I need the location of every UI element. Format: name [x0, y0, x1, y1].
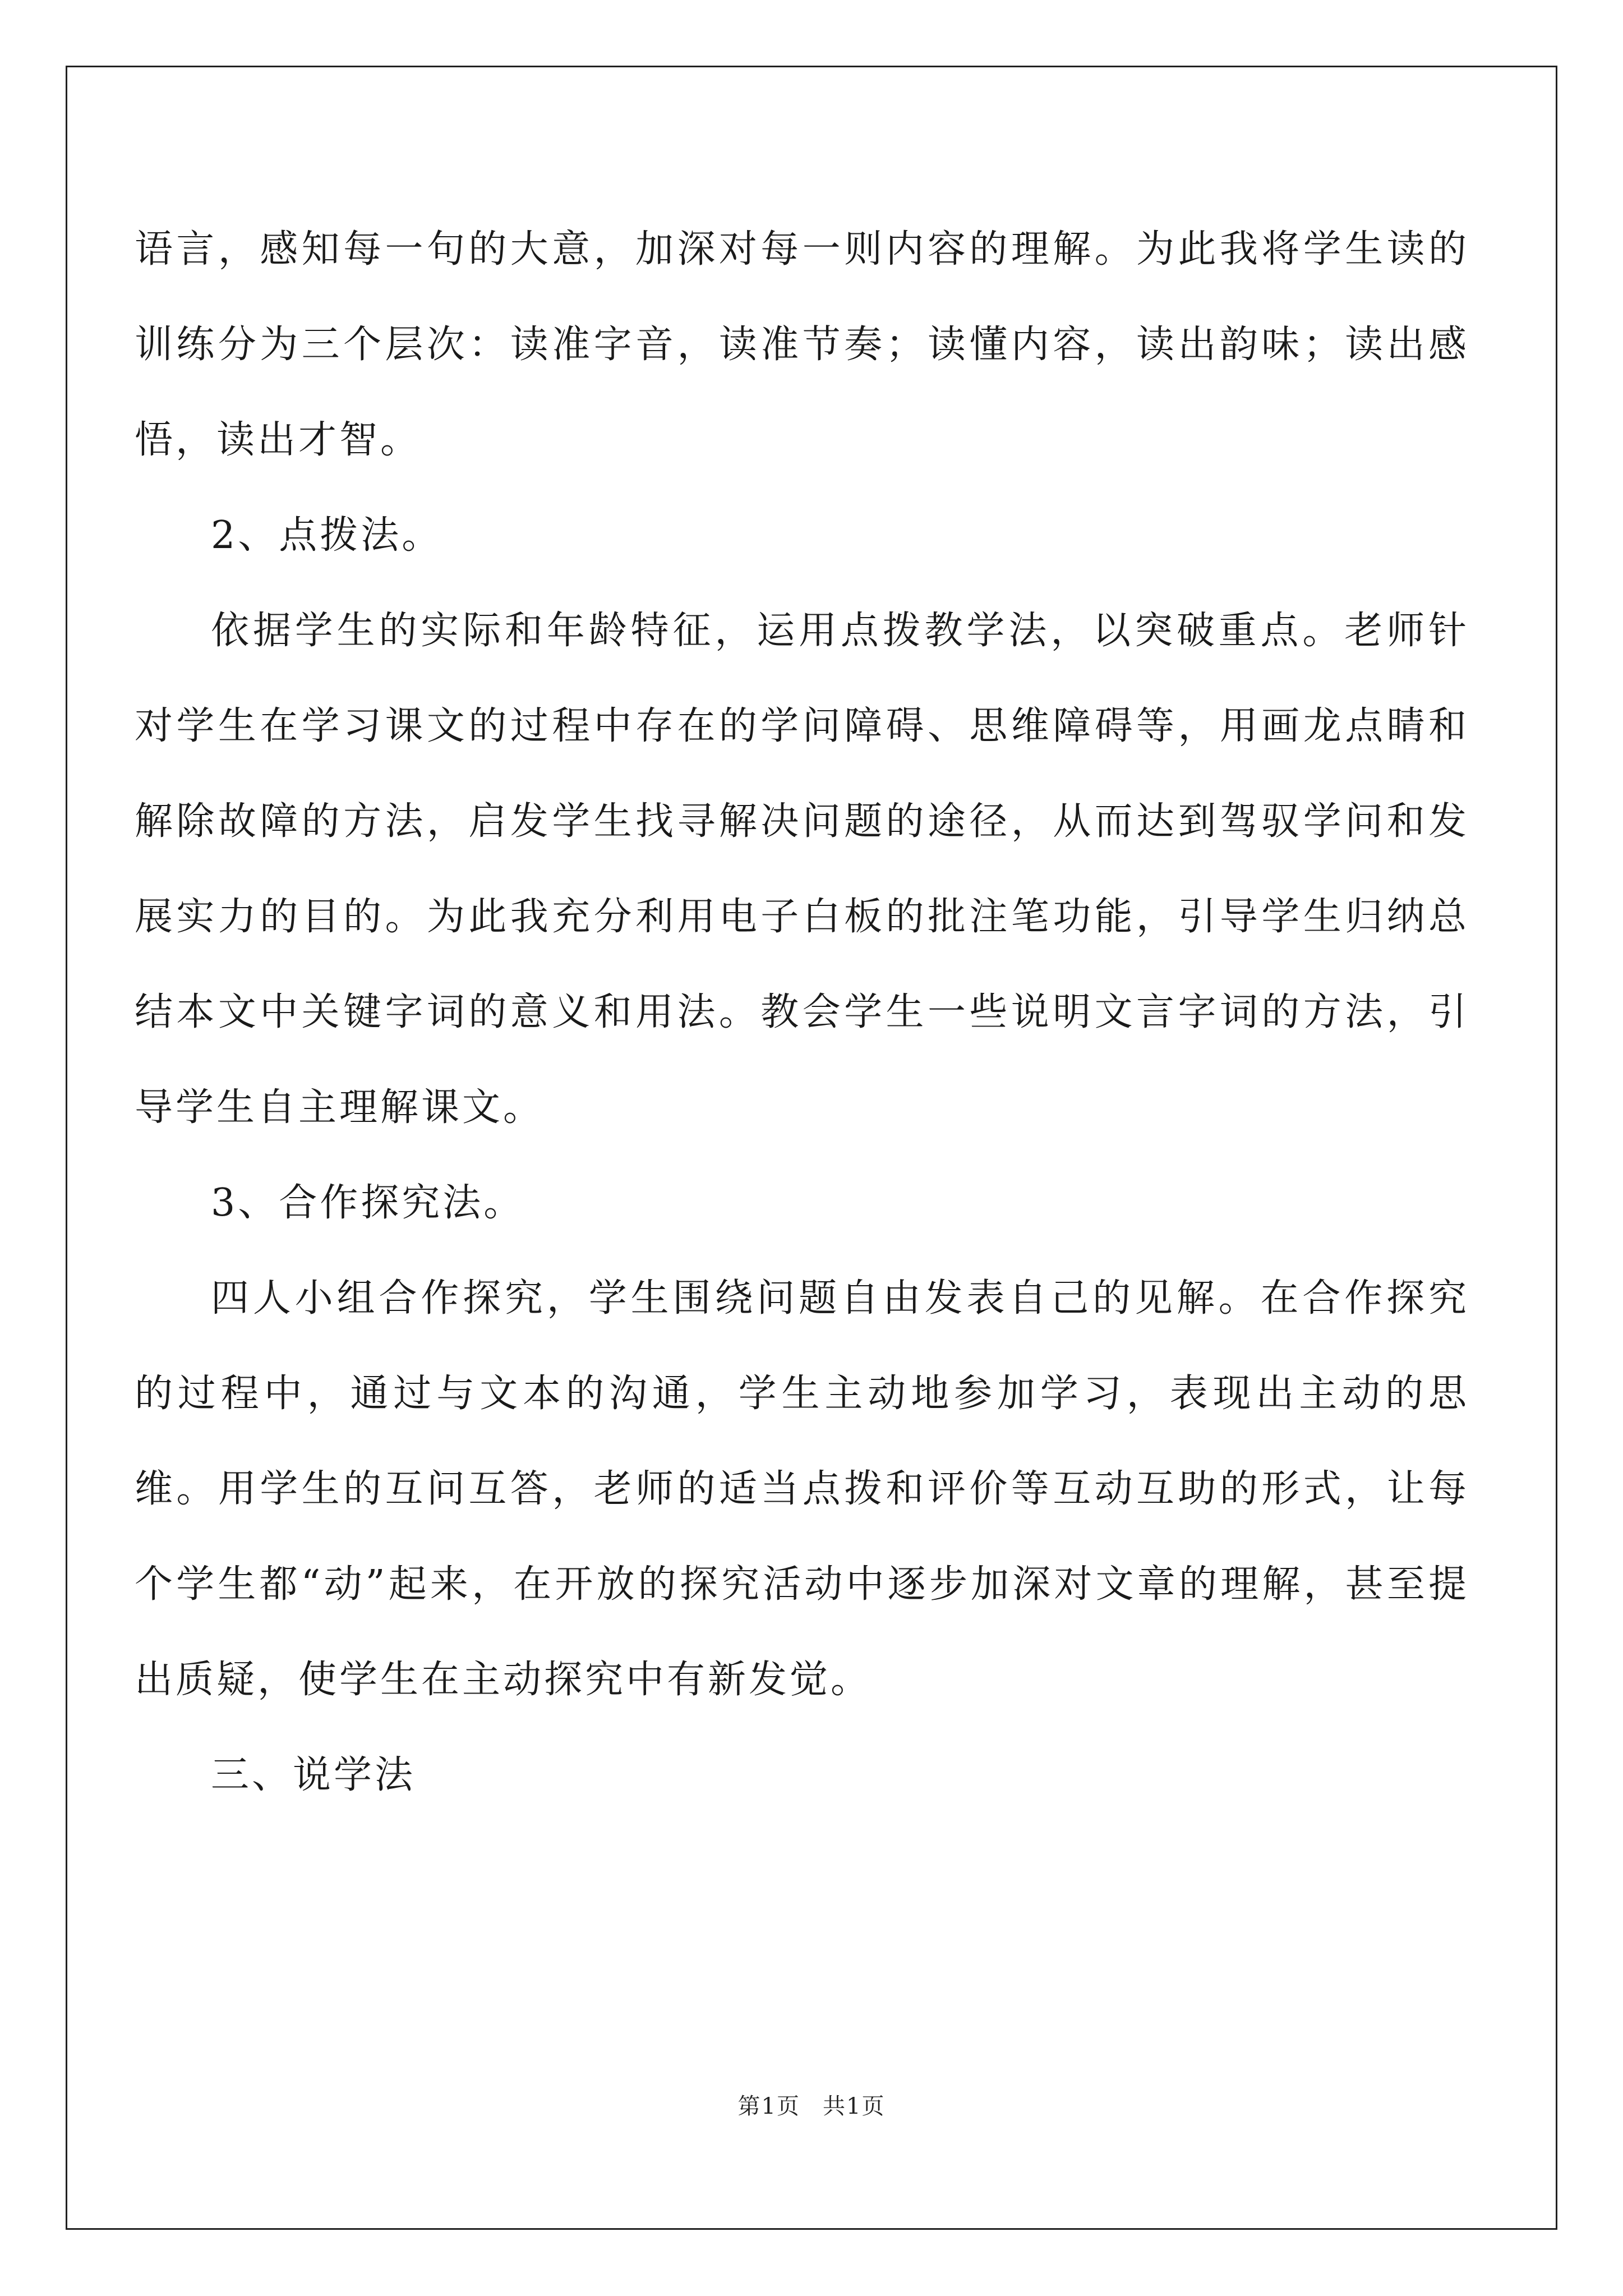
page-footer [0, 2090, 1623, 2123]
paragraph-pointing-method: 依据学生的实际和年龄特征，运用点拨教学法，以突破重点。老师针对学生在学习课文的过程中存在的学问障碍、思维障碍等，用画龙点睛和解除故障的方法，启发学生找寻解决问题的途径，从而达到驾驭学问和发展实力的目的。为此我充分利用电子白板的批注笔功能，引导学生归纳总结本文中关键字词的意义和用法。教会学生一些说明文言字词的方法，引导学生自主理解课文。 [135, 609, 1469, 1130]
document-body [135, 202, 1469, 1823]
heading-cooperative-inquiry: 3、合作探究法。 [211, 1181, 525, 1225]
page-number-total: 共1页 [823, 2093, 886, 2119]
heading-pointing-method: 2、点拨法。 [211, 513, 443, 558]
paragraph-cooperative-inquiry: 四人小组合作探究，学生围绕问题自由发表自己的见解。在合作探究的过程中，通过与文本的沟通，学生主动地参加学习，表现出主动的思维。用学生的互问互答，老师的适当点拨和评价等互动互助的形式，让每个学生都“动”起来，在开放的探究活动中逐步加深对文章的理解，甚至提出质疑，使学生在主动探究中有新发觉。 [135, 1276, 1469, 1702]
heading-learning-method: 三、说学法 [211, 1753, 416, 1797]
page-number-current: 第1页 [737, 2093, 800, 2119]
paragraph-reading-levels: 语言，感知每一句的大意，加深对每一则内容的理解。为此我将学生读的训练分为三个层次：读准字音，读准节奏；读懂内容，读出韵味；读出感悟，读出才智。 [135, 227, 1469, 462]
